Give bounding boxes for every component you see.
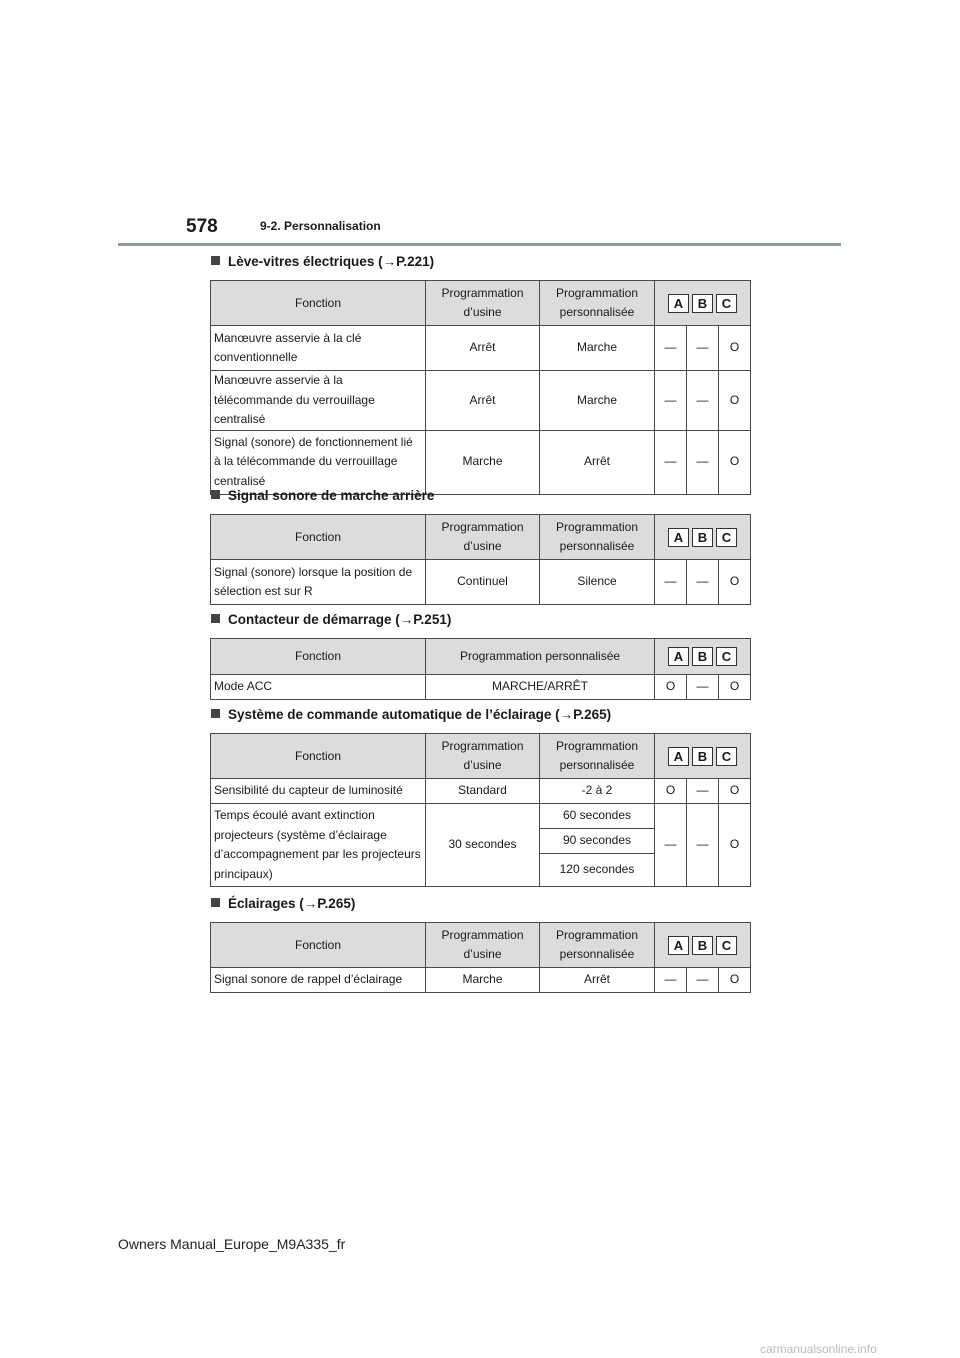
cell-b: — xyxy=(687,804,719,887)
section-title: 9-2. Personnalisation xyxy=(260,219,381,233)
cell-fonction: Manœuvre asservie à la clé conventionnelle xyxy=(211,326,426,371)
cell-usine: Standard xyxy=(426,779,540,804)
table-reverse-buzzer xyxy=(210,514,751,605)
table-header-row xyxy=(211,734,751,779)
cell-c: O xyxy=(719,371,751,431)
header-abc xyxy=(655,734,751,779)
cell-c: O xyxy=(719,430,751,494)
page-number: 578 xyxy=(186,216,218,237)
header-perso: Programmation personnalisée xyxy=(540,281,655,326)
header-fonction: Fonction xyxy=(211,734,426,779)
badge-a: A xyxy=(668,647,689,666)
header-abc xyxy=(655,515,751,560)
badge-c: C xyxy=(716,647,737,666)
cell-a: — xyxy=(655,804,687,887)
table-header-row xyxy=(211,515,751,560)
cell-usine: Arrêt xyxy=(426,371,540,431)
cell-fonction: Signal sonore de rappel d’éclairage xyxy=(211,968,426,993)
header-perso: Programmation personnalisée xyxy=(540,515,655,560)
cell-a: — xyxy=(655,968,687,993)
header-usine: Programmation d’usine xyxy=(426,281,540,326)
heading-auto-light: Système de commande automatique de l’éclairage (→P.265) xyxy=(211,707,611,722)
cell-b: — xyxy=(687,675,719,700)
bullet-square-icon xyxy=(211,709,220,718)
table-row xyxy=(211,804,751,829)
cell-fonction: Signal (sonore) lorsque la position de sélection est sur R xyxy=(211,560,426,605)
heading-reverse-buzzer: Signal sonore de marche arrière xyxy=(211,488,434,503)
badge-c: C xyxy=(716,528,737,547)
heading-lights: Éclairages (→P.265) xyxy=(211,896,355,911)
cell-b: — xyxy=(687,779,719,804)
cell-perso-option: 90 secondes xyxy=(540,829,655,854)
badge-a: A xyxy=(668,936,689,955)
bullet-square-icon xyxy=(211,898,220,907)
header-abc xyxy=(655,639,751,675)
badge-a: A xyxy=(668,528,689,547)
cell-fonction: Manœuvre asservie à la télécommande du verrouillage centralisé xyxy=(211,371,426,431)
header-usine: Programmation d’usine xyxy=(426,923,540,968)
table-row xyxy=(211,968,751,993)
cell-perso: Marche xyxy=(540,326,655,371)
header-usine: Programmation d’usine xyxy=(426,515,540,560)
table-auto-light xyxy=(210,733,751,887)
table-header-row xyxy=(211,923,751,968)
cell-a: O xyxy=(655,779,687,804)
header-fonction: Fonction xyxy=(211,639,426,675)
header-fonction: Fonction xyxy=(211,281,426,326)
header-abc xyxy=(655,923,751,968)
table-row xyxy=(211,560,751,605)
watermark: carmanualsonline.info xyxy=(760,1342,877,1356)
cell-b: — xyxy=(687,371,719,431)
cell-fonction: Mode ACC xyxy=(211,675,426,700)
cell-perso: Silence xyxy=(540,560,655,605)
badge-c: C xyxy=(716,747,737,766)
header-fonction: Fonction xyxy=(211,923,426,968)
badge-c: C xyxy=(716,936,737,955)
cell-usine: Marche xyxy=(426,430,540,494)
cell-b: — xyxy=(687,968,719,993)
badge-b: B xyxy=(692,647,713,666)
cell-perso: MARCHE/ARRÊT xyxy=(426,675,655,700)
table-row xyxy=(211,326,751,371)
cell-b: — xyxy=(687,430,719,494)
header-rule xyxy=(118,243,841,246)
badge-b: B xyxy=(692,936,713,955)
table-header-row xyxy=(211,281,751,326)
cell-usine: Continuel xyxy=(426,560,540,605)
cell-c: O xyxy=(719,968,751,993)
cell-perso: Arrêt xyxy=(540,968,655,993)
cell-a: — xyxy=(655,371,687,431)
header-usine: Programmation d’usine xyxy=(426,734,540,779)
badge-c: C xyxy=(716,294,737,313)
cell-b: — xyxy=(687,326,719,371)
cell-c: O xyxy=(719,675,751,700)
cell-perso: -2 à 2 xyxy=(540,779,655,804)
cell-usine: 30 secondes xyxy=(426,804,540,887)
cell-perso-option: 60 secondes xyxy=(540,804,655,829)
cell-usine: Arrêt xyxy=(426,326,540,371)
badge-a: A xyxy=(668,294,689,313)
cell-perso: Marche xyxy=(540,371,655,431)
cell-a: — xyxy=(655,430,687,494)
cell-a: — xyxy=(655,326,687,371)
header-perso: Programmation personnalisée xyxy=(540,734,655,779)
cell-usine: Marche xyxy=(426,968,540,993)
badge-b: B xyxy=(692,294,713,313)
badge-b: B xyxy=(692,528,713,547)
badge-a: A xyxy=(668,747,689,766)
table-engine-switch xyxy=(210,638,751,700)
cell-fonction: Signal (sonore) de fonctionnement lié à la télécommande du verrouillage centralisé xyxy=(211,430,426,494)
table-row xyxy=(211,779,751,804)
cell-c: O xyxy=(719,779,751,804)
cell-a: O xyxy=(655,675,687,700)
cell-b: — xyxy=(687,560,719,605)
bullet-square-icon xyxy=(211,614,220,623)
cell-c: O xyxy=(719,804,751,887)
table-header-row xyxy=(211,639,751,675)
cell-c: O xyxy=(719,326,751,371)
heading-power-windows: Lève-vitres électriques (→P.221) xyxy=(211,254,434,269)
footer-doc-id: Owners Manual_Europe_M9A335_fr xyxy=(118,1236,346,1252)
table-lights xyxy=(210,922,751,993)
cell-a: — xyxy=(655,560,687,605)
badge-b: B xyxy=(692,747,713,766)
bullet-square-icon xyxy=(211,490,220,499)
cell-fonction: Temps écoulé avant extinction projecteurs (système d’éclairage d’accompagnement par les projecteurs principaux) xyxy=(211,804,426,887)
bullet-square-icon xyxy=(211,256,220,265)
table-row xyxy=(211,371,751,431)
table-power-windows xyxy=(210,280,751,495)
cell-fonction: Sensibilité du capteur de luminosité xyxy=(211,779,426,804)
cell-perso-option: 120 secondes xyxy=(540,854,655,887)
cell-c: O xyxy=(719,560,751,605)
table-row xyxy=(211,675,751,700)
header-perso: Programmation personnalisée xyxy=(540,923,655,968)
header-abc xyxy=(655,281,751,326)
header-perso: Programmation personnalisée xyxy=(426,639,655,675)
cell-perso: Arrêt xyxy=(540,430,655,494)
table-row xyxy=(211,430,751,494)
heading-engine-switch: Contacteur de démarrage (→P.251) xyxy=(211,612,451,627)
header-fonction: Fonction xyxy=(211,515,426,560)
